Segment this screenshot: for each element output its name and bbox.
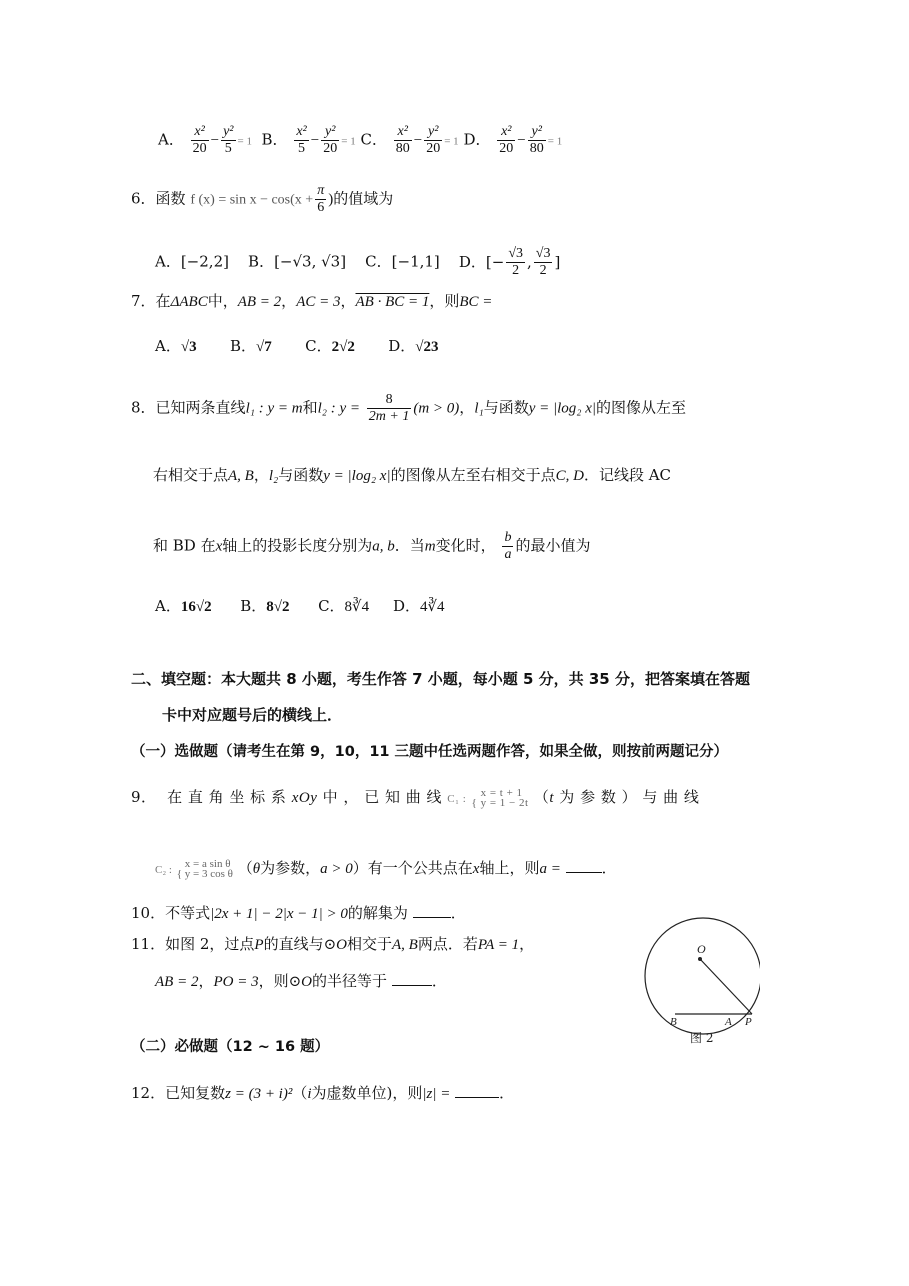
q9-c2-system: { x = a sin θ y = 3 cos θ: [176, 858, 233, 880]
q8-line2: 右相交于点A, B，l₂与函数y = |log₂ x|的图像从左至右相交于点C, D．记线段 AC: [153, 466, 672, 484]
q8-line3: 和 BD 在x轴上的投影长度分别为a, b．当m变化时， $\frac{b}{a}$ 的最小值为: [153, 530, 591, 562]
q9-c1-system: { x = t + 1 y = 1 − 2t: [471, 787, 529, 809]
q6-stem: 6．函数 f (x) = sin x − cos(x + $\frac{\pi}{6}$ )的值域为: [131, 183, 394, 215]
q6-options: [155, 246, 560, 279]
figure-2-circle: [645, 918, 760, 1034]
q5-c-frac2: $\frac{\text{y²}}{20}$: [426, 124, 441, 156]
q9-answer-blank[interactable]: [566, 858, 602, 873]
q5-label-a: A．: [158, 130, 184, 149]
q8-options: A．16√2 B．8√2 C．8∛4 D．4∛4: [155, 597, 445, 615]
q6-expr: f (x) = sin x − cos(x +: [190, 192, 314, 208]
q5-d-frac1: $\frac{\text{x²}}{20}$: [499, 124, 514, 156]
q11-line2: AB = 2，PO = 3，则⊙O的半径等于 ．: [155, 972, 447, 990]
q6-option-d: D．[− $\frac{√3}{2}$ , $\frac{√3}{2}$ ]: [458, 246, 561, 278]
section2-sub1: （一）选做题（请考生在第 9，10，11 三题中任选两题作答，如果全做，则按前两题记分）: [131, 744, 729, 760]
q5-options: A． $\frac{\text{x²}}{20}$ − $\frac{\text{y²}}{5}$ = 1 B． $\frac{\text{x²}}{5}$ − $\frac{\text{y²}}{20}$ = 1 C． $\frac{\text{x²}}{80}$ − $\frac{\text{y²}}{20}$ = 1 D． $\frac{\text{x²}}{20}$ − $\frac{\text{y²}}{80}$ = 1: [158, 124, 563, 156]
q5-a-frac2: $\frac{\text{y²}}{5}$: [223, 124, 234, 156]
q12-stem: 12．已知复数z = (3 + i)²（i为虚数单位)，则|z| = ．: [131, 1084, 515, 1102]
q5-label-d: D．: [463, 130, 491, 149]
q6-option-c: C．[−1,1]: [365, 252, 440, 271]
q12-answer-blank[interactable]: [455, 1083, 499, 1098]
q9-line2: C₂ : { x = a sin θ y = 3 cos θ （θ为参数，a > 0）有一个公共点在x轴上，则a = ．: [155, 858, 617, 880]
figure-2: [640, 908, 760, 1048]
q5-label-c: C．: [360, 130, 387, 149]
q7-options: A．√3 B．√7 C．2√2 D．√23: [155, 337, 439, 355]
q5-b-frac1: $\frac{\text{x²}}{5}$: [296, 124, 307, 156]
figure-2-center-dot: [698, 957, 702, 961]
q5-b-frac2: $\frac{\text{y²}}{20}$: [323, 124, 338, 156]
q6-option-b: B．[−√3, √3]: [248, 252, 347, 271]
q6-option-a: A．[−2,2]: [155, 252, 229, 271]
section2-heading-line2: 卡中对应题号后的横线上．: [162, 706, 343, 724]
q11-answer-blank[interactable]: [392, 971, 432, 986]
figure-2-label-p: P: [745, 1016, 752, 1028]
section2-heading-line1: 二、填空题：本大题共 8 小题，考生作答 7 小题，每小题 5 分，共 35 分，把答案填在答题: [131, 670, 750, 688]
q7-stem: 7．在ΔABC中，AB = 2，AC = 3，AB · BC = 1，则BC =: [131, 292, 493, 310]
q9-line1: 9． 在 直 角 坐 标 系 xOy 中 ， 已 知 曲 线 C₁ : { x = t + 1 y = 1 − 2t （t 为 参 数 ） 与 曲 线: [131, 787, 700, 809]
q5-label-b: B．: [261, 130, 288, 149]
figure-2-label-a: A: [725, 1016, 732, 1028]
figure-2-label-b: B: [670, 1016, 677, 1028]
q5-d-frac2: $\frac{\text{y²}}{80}$: [529, 124, 544, 156]
figure-2-segment-op: [700, 959, 752, 1014]
q5-c-frac1: $\frac{\text{x²}}{80}$: [395, 124, 410, 156]
q11-line1: 11．如图 2，过点P的直线与⊙O相交于A, B两点．若PA = 1，: [131, 935, 535, 953]
figure-2-label-o: O: [697, 942, 706, 956]
section2-sub2: （二）必做题（12 ~ 16 题）: [131, 1039, 330, 1055]
q8-line1: 8．已知两条直线l₁ : y = m和l₂ : y = $\frac{8}{2m + 1}$ (m > 0)，l₁与函数y = |log₂ x|的图像从左至: [131, 392, 687, 424]
q10-stem: 10．不等式|2x + 1| − 2|x − 1| > 0的解集为 ．: [131, 904, 466, 922]
q10-answer-blank[interactable]: [413, 903, 451, 918]
figure-2-caption: 图 2: [690, 1031, 714, 1045]
q5-a-frac1: $\frac{\text{x²}}{20}$: [192, 124, 207, 156]
